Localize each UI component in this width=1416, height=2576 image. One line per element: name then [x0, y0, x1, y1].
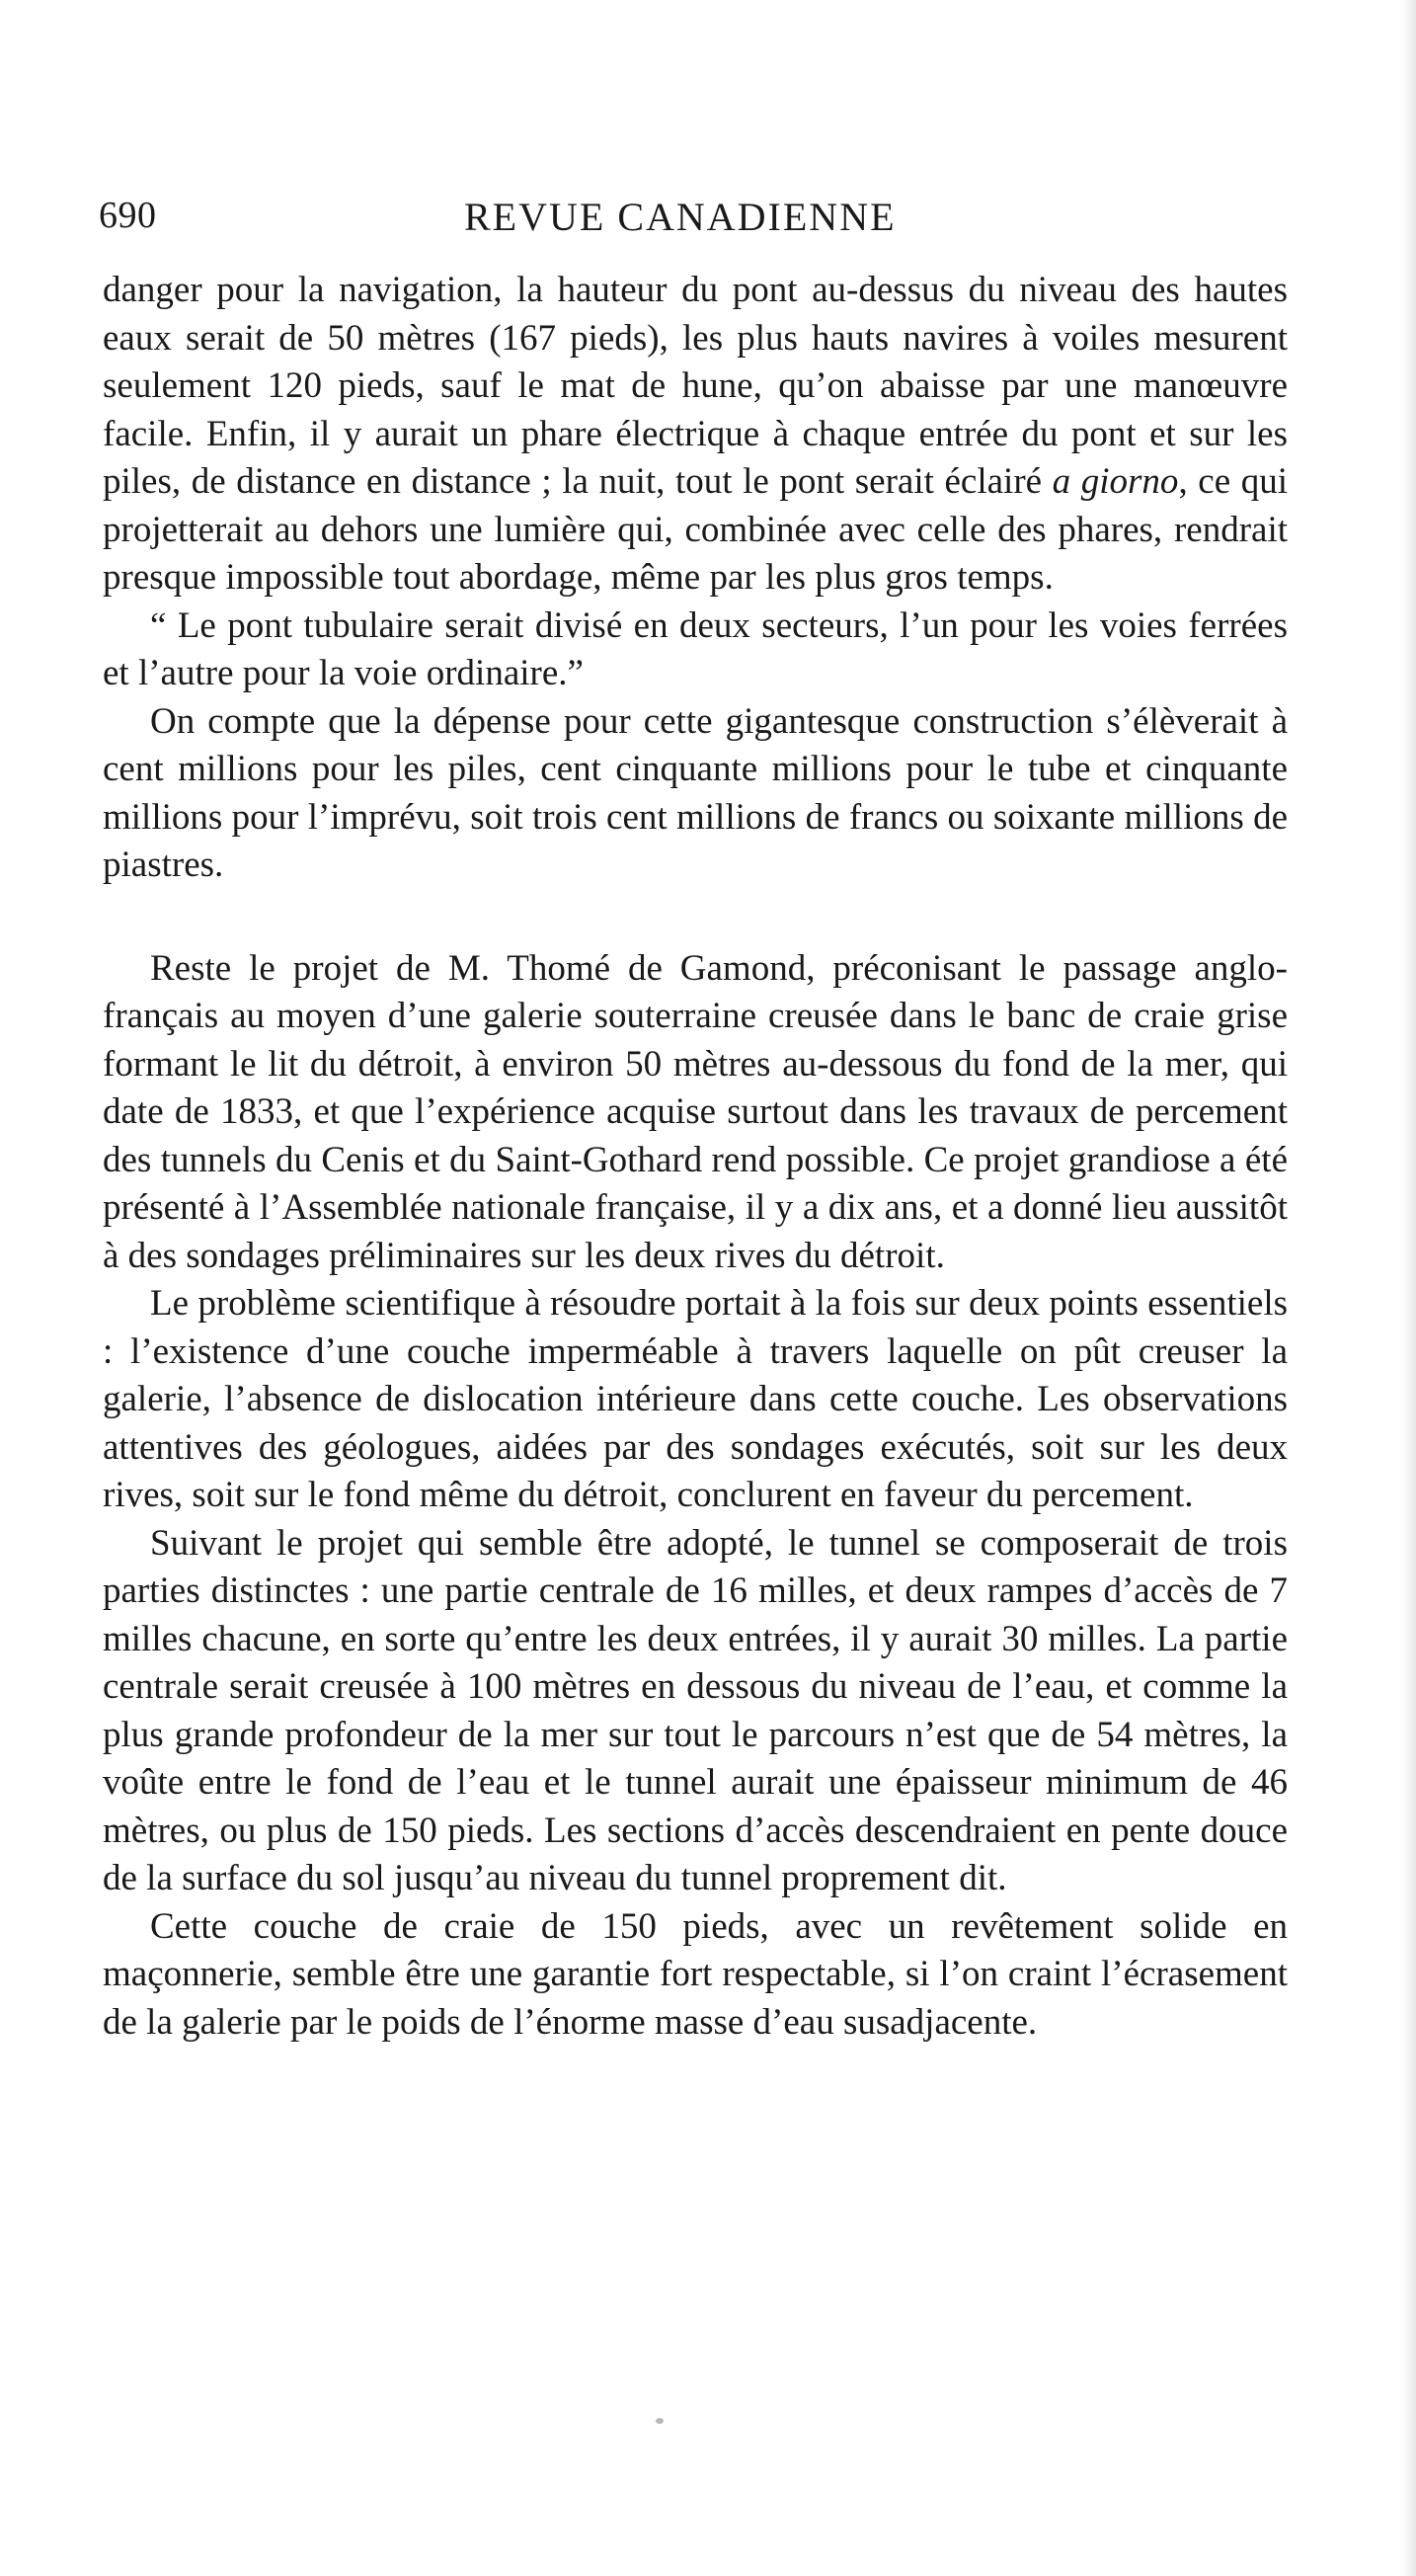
- paragraph-scientific-problem: Le problème scientifique à résoudre portait à la fois sur deux points essentiels : l’existence d’une couche imperméable à travers laquelle on pût creuser la galerie, l’absence de dislocation intérieure dans cette couche. Les observations attentives des géologues, aidées par des sondages exécutés, soit sur les deux rives, soit sur le fond même du détroit, conclurent en faveur du percement.: [103, 1283, 1288, 1515]
- paragraph-construction-cost: On compte que la dépense pour cette gigantesque construction s’élèverait à cent millions pour les piles, cent cinquante millions pour le tube et cinquante millions pour l’imprévu, soit trois cent millions de francs ou soixante millions de piastres.: [103, 700, 1288, 885]
- page-number: 690: [99, 195, 157, 236]
- scan-edge-shadow: [1402, 0, 1416, 2576]
- running-head: [99, 194, 1313, 249]
- paragraph-text: , ce qui projetterait au dehors une lumière qui, combinée avec celle des phares, rendrait presque impossible tout abordage, même par les plus gros temps.: [103, 461, 1288, 598]
- paragraph-text: danger pour la navigation, la hauteur du pont au-dessus du niveau des hautes eaux serait de 50 mètres (167 pieds), les plus hauts navires à voiles mesurent seulement 120 pieds, sauf le mat de hune, qu’on abaisse par une manœuvre facile. Enfin, il y aurait un phare électrique à chaque entrée du pont et sur les piles, de distance en distance ; la nuit, tout le pont serait éclairé: [103, 270, 1288, 502]
- paragraph-tubular-bridge-quote: “ Le pont tubulaire serait divisé en deux secteurs, l’un pour les voies ferrées et l’autre pour la voie ordinaire.”: [103, 604, 1288, 693]
- scan-speck: [656, 2418, 664, 2424]
- paragraph-tunnel-sections: Suivant le projet qui semble être adopté, le tunnel se composerait de trois parties distinctes : une partie centrale de 16 milles, et deux rampes d’accès de 7 milles chacune, en sorte qu’entre les deux entrées, il y aurait 30 milles. La partie centrale serait creusée à 100 mètres en dessous du niveau de l’eau, et comme la plus grande profondeur de la mer sur tout le parcours n’est que de 54 mètres, la voûte entre le fond de l’eau et le tunnel aurait une épaisseur minimum de 46 mètres, ou plus de 150 pieds. Les sections d’accès descendraient en pente douce de la surface du sol jusqu’au niveau du tunnel proprement dit.: [103, 1522, 1288, 1898]
- paragraph-chalk-layer: Cette couche de craie de 150 pieds, avec un revêtement solide en maçonnerie, semble être une garantie fort respectable, si l’on craint l’écrasement de la galerie par le poids de l’énorme masse d’eau susadjacente.: [103, 1905, 1288, 2043]
- body-text: [103, 267, 1288, 2047]
- paragraph-bridge-lighting: [103, 267, 1288, 603]
- paragraph-gamond-project: Reste le projet de M. Thomé de Gamond, préconisant le passage anglo-français au moyen d’une galerie souterraine creusée dans le banc de craie grise formant le lit du détroit, à environ 50 mètres au-dessous du fond de la mer, qui date de 1833, et que l’expérience acquise surtout dans les travaux de percement des tunnels du Cenis et du Saint-Gothard rend possible. Ce projet grandiose a été présenté à l’Assemblée nationale française, il y a dix ans, et a donné lieu aussitôt à des sondages préliminaires sur les deux rives du détroit.: [103, 947, 1288, 1276]
- journal-title: REVUE CANADIENNE: [464, 195, 897, 239]
- italic-phrase: a giorno: [1052, 461, 1179, 502]
